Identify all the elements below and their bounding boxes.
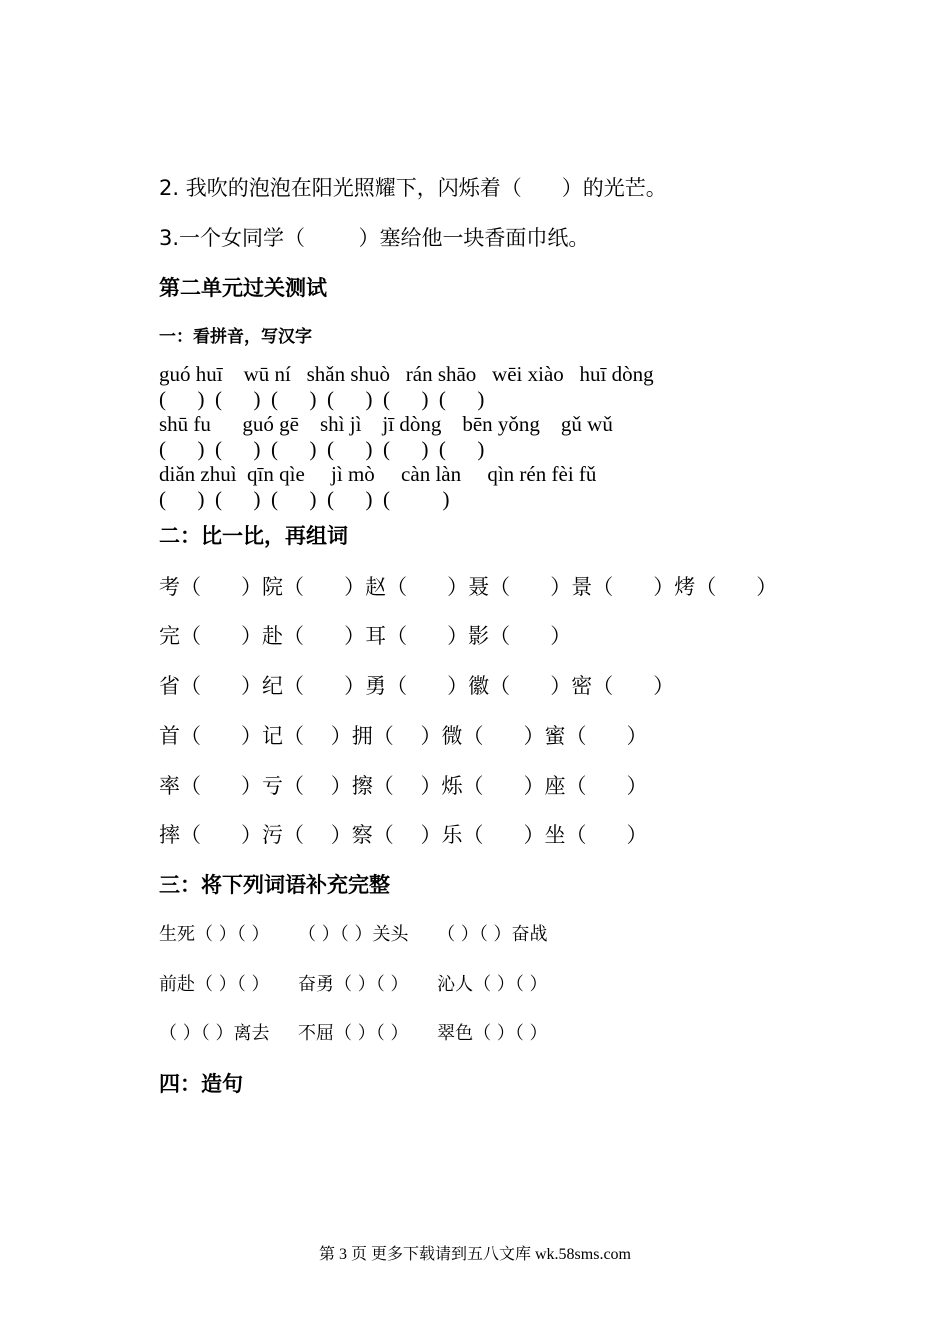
compare-row: 率（ ）亏（ ）擦（ ）烁（ ）座（ ） [159,774,648,798]
idiom-row: （ ）（ ）离去 不屈（ ）（ ） 翠色（ ）（ ） [159,1023,548,1044]
section3-title: 三：将下列词语补充完整 [159,873,390,897]
compare-row: 考（ ）院（ ）赵（ ）聂（ ）景（ ）烤（ ） [159,575,778,599]
pinyin-line: guó huī wū ní shǎn shuò rán shāo wēi xiào huī dòng [159,362,654,386]
page-footer: 第 3 页 更多下载请到五八文库 wk.58sms.com [318,1246,631,1263]
compare-row: 完（ ）赴（ ）耳（ ）影（ ） [159,624,572,648]
unit-title: 第二单元过关测试 [159,276,327,300]
fill-sentence-2: 2. 我吹的泡泡在阳光照耀下，闪烁着（ ）的光芒。 [159,176,667,200]
idiom-row: 生死（ ）（ ） （ ）（ ）关头 （ ）（ ）奋战 [159,924,548,945]
fill-sentence-3: 3.一个女同学（ ）塞给他一块香面巾纸。 [159,226,590,250]
compare-row: 摔（ ）污（ ）察（ ）乐（ ）坐（ ） [159,823,648,847]
blank-line: ( ) ( ) ( ) ( ) ( ) ( ) [159,437,485,461]
pinyin-line: shū fu guó gē shì jì jī dòng bēn yǒng gǔ wǔ [159,412,613,436]
section2-title: 二：比一比，再组词 [159,524,348,548]
compare-row: 首（ ）记（ ）拥（ ）微（ ）蜜（ ） [159,724,648,748]
idiom-row: 前赴（ ）（ ） 奋勇（ ）（ ） 沁人（ ）（ ） [159,974,548,995]
blank-line: ( ) ( ) ( ) ( ) ( ) ( ) [159,387,485,411]
section4-title: 四：造句 [159,1072,243,1096]
blank-line: ( ) ( ) ( ) ( ) ( ) [159,487,450,511]
section1-title: 一：看拼音，写汉字 [159,327,312,347]
compare-row: 省（ ）纪（ ）勇（ ）徽（ ）密（ ） [159,674,675,698]
pinyin-line: diǎn zhuì qīn qìe jì mò càn làn qìn rén fèi fǔ [159,462,597,486]
